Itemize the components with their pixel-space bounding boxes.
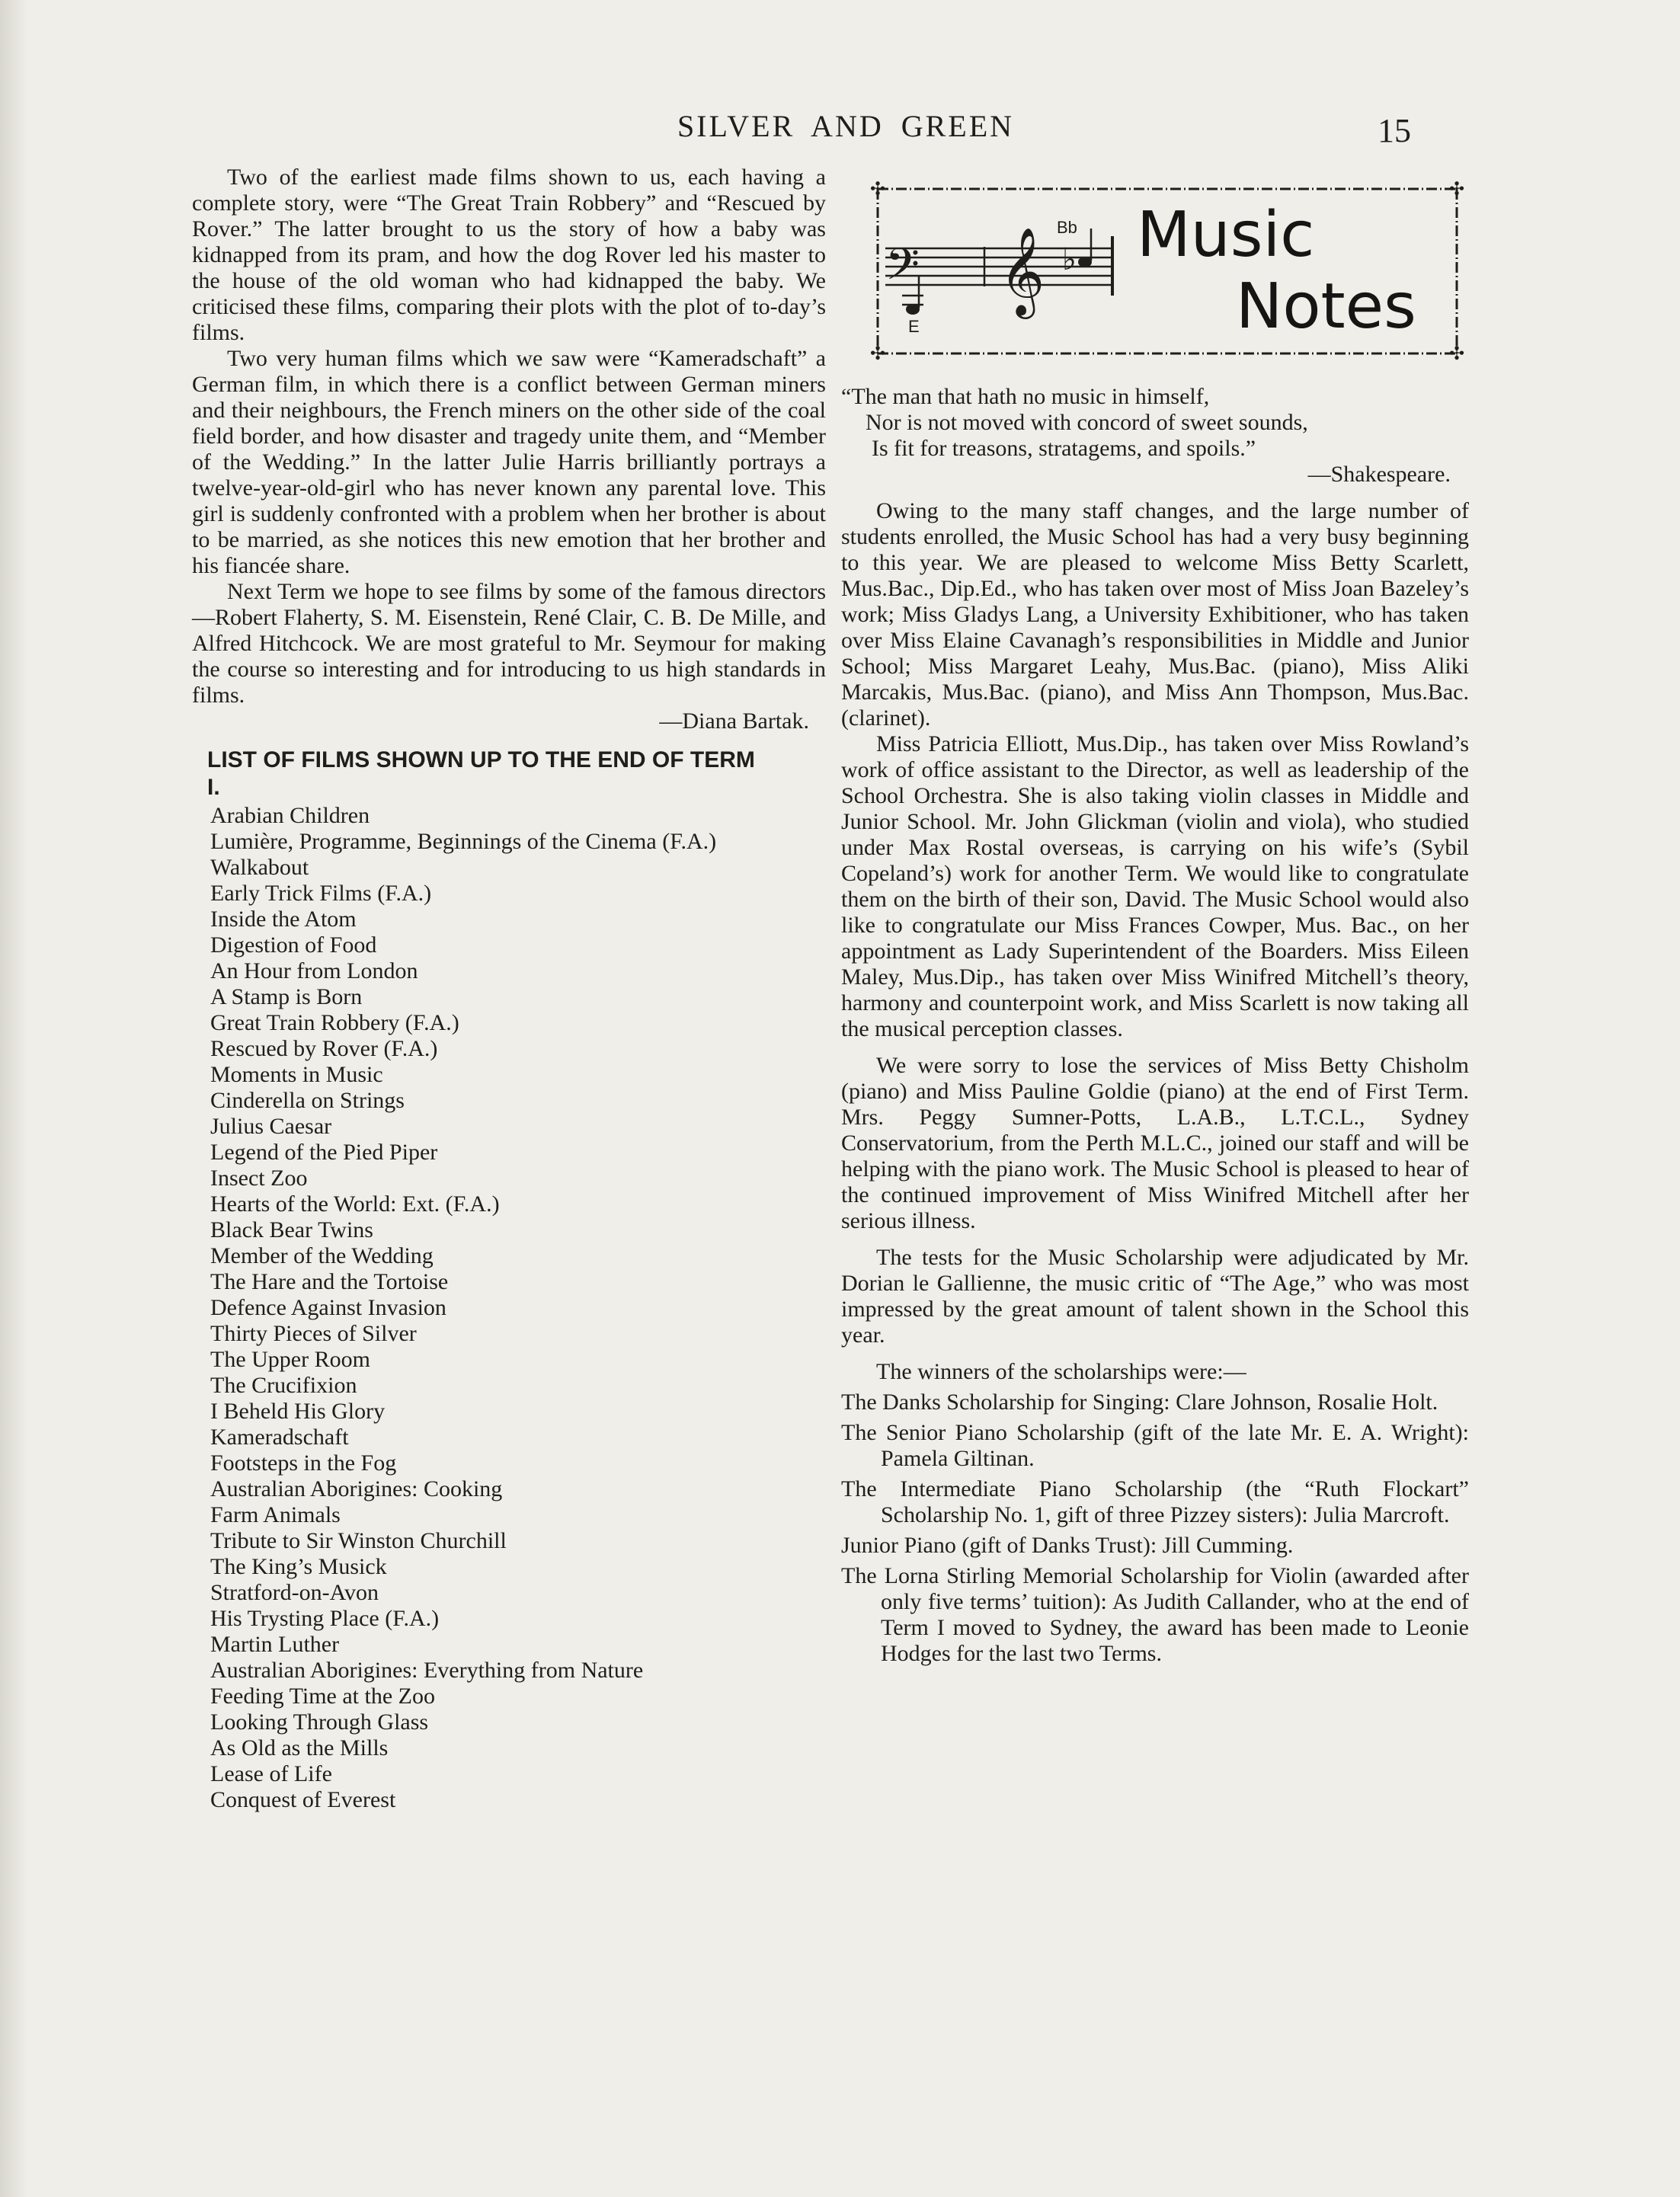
film-list-item: Black Bear Twins (210, 1217, 373, 1242)
right-column (841, 379, 1469, 1667)
quote-line-2: Nor is not moved with concord of sweet sounds, (866, 410, 1308, 435)
film-list-item: The King’s Musick (210, 1554, 387, 1579)
film-list-item: I Beheld His Glory (210, 1399, 386, 1424)
left-column (192, 165, 826, 1813)
svg-text:✣: ✣ (870, 181, 886, 200)
film-list-item: Arabian Children (210, 803, 370, 828)
music-notes-banner (870, 181, 1464, 361)
running-header: SILVER AND GREEN (677, 109, 1015, 143)
film-list (192, 803, 826, 1813)
film-list-item: Thirty Pieces of Silver (210, 1321, 417, 1346)
film-list-item: Early Trick Films (F.A.) (210, 881, 432, 906)
film-list-item: Legend of the Pied Piper (210, 1140, 438, 1165)
film-list-item: Defence Against Invasion (210, 1295, 446, 1320)
scholarship-winner: Junior Piano (gift of Danks Trust): Jill Cumming. (841, 1533, 1294, 1558)
winners-intro: The winners of the scholarships were:— (876, 1359, 1246, 1384)
film-list-item: Rescued by Rover (F.A.) (210, 1036, 438, 1061)
film-list-item: Insect Zoo (210, 1166, 308, 1191)
film-list-item: Australian Aborigines: Everything from Nature (210, 1658, 644, 1683)
film-list-item: Moments in Music (210, 1062, 383, 1087)
note-e-icon (906, 304, 920, 315)
quote-line-3: Is fit for treasons, stratagems, and spoils.” (872, 436, 1256, 461)
film-list-item: Kameradschaft (210, 1425, 349, 1450)
svg-text:✣: ✣ (870, 343, 886, 361)
music-paragraph-1: Owing to the many staff changes, and the large number of students enrolled, the Music School has had a very busy beginning to this year. We are pleased to welcome Miss Betty Scarlett, Mus.Bac., Dip.Ed., who has taken over most of Miss Joan Bazeley’s work; Miss Gladys Lang, a University Exhibitioner, who has taken over Miss Elaine Cavanagh’s responsibilities in Middle and Junior School; Miss Margaret Leahy, Mus.Bac. (piano), Miss Aliki Marcakis, Mus.Bac. (piano), and Miss Ann Thompson, Mus.Bac. (clarinet). (841, 498, 1469, 731)
film-list-item: Stratford-on-Avon (210, 1580, 379, 1605)
music-paragraph-4: The tests for the Music Scholarship were adjudicated by Mr. Dorian le Gallienne, the music critic of “The Age,” who was most impressed by the great amount of talent shown in the School this year. (841, 1245, 1469, 1348)
quote-line-1: “The man that hath no music in himself, (841, 384, 1210, 409)
film-paragraph-3: Next Term we hope to see films by some of the famous directors—Robert Flaherty, S. M. Eisenstein, René Clair, C. B. De Mille, and Alfred Hitchcock. We are most grateful to Mr. Seymour for making the course so interesting and for introducing to us high standards in films. (192, 579, 826, 708)
film-list-item: Lease of Life (210, 1761, 332, 1786)
film-list-item: Tribute to Sir Winston Churchill (210, 1528, 507, 1553)
film-list-item: His Trysting Place (F.A.) (210, 1606, 440, 1631)
film-signature: —Diana Bartak. (659, 708, 809, 734)
shakespeare-quote (841, 384, 1469, 488)
film-list-item: Julius Caesar (210, 1114, 332, 1139)
film-paragraph-2: Two very human films which we saw were “Kameradschaft” a German film, in which there is a conflict between German miners and their neighbours, the French miners on the other side of the coal field border, and how disaster and tragedy unite them, and “Member of the Wedding.” In the latter Julie Harris brilliantly portrays a twelve-year-old-girl who has never known any parental love. This girl is suddenly confronted with a problem when her brother is about to be married, as she notices this new emotion that her brother and his fiancée share. (192, 346, 826, 578)
note-label-bb: Bb (1057, 218, 1077, 237)
svg-text:♭: ♭ (1062, 242, 1077, 277)
svg-text:✣: ✣ (1448, 343, 1464, 361)
film-list-item: Digestion of Food (210, 932, 377, 958)
page-number: 15 (1378, 112, 1411, 149)
winners-list (841, 1390, 1469, 1667)
music-paragraph-2: Miss Patricia Elliott, Mus.Dip., has taken over Miss Rowland’s work of office assistant to the Director, as well as leadership of the School Orchestra. She is also taking violin classes in Middle and Junior School. Mr. John Glickman (violin and viola), who studied under Max Rostal overseas, is carrying on his wife’s (Sybil Copeland’s) work for another Term. We would like to congratulate them on the birth of their son, David. The Music School would also like to congratulate our Miss Frances Cowper, Mus. Bac., on her appointment as Lady Superintendent of the Boarders. Miss Eileen Maley, Mus.Dip., has taken over Miss Winifred Mitchell’s theory, harmony and counterpoint work, and Miss Scarlett is now taking all the musical perception classes. (841, 731, 1469, 1041)
film-list-item: Australian Aborigines: Cooking (210, 1476, 503, 1501)
music-title-line2: Notes (1236, 270, 1416, 343)
film-list-item: As Old as the Mills (210, 1735, 389, 1760)
film-list-item: The Upper Room (210, 1347, 370, 1372)
treble-clef-icon: 𝄞 (1000, 226, 1045, 315)
film-list-item: Footsteps in the Fog (210, 1450, 397, 1476)
film-list-item: Looking Through Glass (210, 1709, 429, 1735)
film-list-item: Cinderella on Strings (210, 1088, 405, 1113)
film-list-item: Conquest of Everest (210, 1787, 396, 1812)
bass-clef-icon: 𝄢 (885, 238, 920, 301)
film-list-item: The Crucifixion (210, 1373, 357, 1398)
film-list-item: Lumière, Programme, Beginnings of the Cinema (F.A.) (210, 829, 717, 854)
music-paragraph-3: We were sorry to lose the services of Miss Betty Chisholm (piano) and Miss Pauline Goldie (piano) at the end of First Term. Mrs. Peggy Sumner-Potts, L.A.B., L.T.C.L., Sydney Conservatorium, from the Perth M.L.C., joined our staff and will be helping with the piano work. The Music School is pleased to hear of the continued improvement of Miss Winifred Mitchell after her serious illness. (841, 1053, 1469, 1233)
scholarship-winner: The Danks Scholarship for Singing: Clare Johnson, Rosalie Holt. (841, 1390, 1438, 1415)
film-list-item: An Hour from London (210, 958, 418, 983)
film-list-item: Farm Animals (210, 1502, 341, 1527)
film-list-item: A Stamp is Born (210, 984, 363, 1009)
note-label-e: E (908, 317, 920, 336)
film-list-item: Walkabout (210, 855, 309, 880)
film-list-item: Member of the Wedding (210, 1243, 434, 1268)
film-paragraph-1: Two of the earliest made films shown to us, each having a complete story, were “The Great Train Robbery” and “Rescued by Rover.” The latter brought to us the story of how a baby was kidnapped from its pram, and how the dog Rover led his master to the house of the old woman who had kidnapped the baby. We criticised these films, comparing their plots with the plot of to-day’s films. (192, 165, 826, 345)
film-list-item: Martin Luther (210, 1632, 340, 1657)
page-edge (0, 0, 27, 2197)
note-bb-icon (1078, 257, 1092, 267)
film-list-item: Great Train Robbery (F.A.) (210, 1010, 459, 1035)
music-title-line1: Music (1137, 199, 1315, 271)
film-list-item: Hearts of the World: Ext. (F.A.) (210, 1191, 500, 1217)
film-list-item: The Hare and the Tortoise (210, 1269, 449, 1294)
film-list-title: LIST OF FILMS SHOWN UP TO THE END OF TERM I. (207, 747, 755, 800)
scholarship-winner: The Intermediate Piano Scholarship (the “Ruth Flockart” Scholarship No. 1, gift of three Pizzey sisters): Julia Marcroft. (841, 1476, 1469, 1527)
scholarship-winner: The Lorna Stirling Memorial Scholarship for Violin (awarded after only five terms’ tuition): As Judith Callander, who at the end of Term I moved to Sydney, the award has been made to Leonie Hodges for the last two Terms. (841, 1563, 1469, 1666)
quote-attribution: —Shakespeare. (1307, 462, 1451, 487)
scholarship-winner: The Senior Piano Scholarship (gift of the late Mr. E. A. Wright): Pamela Giltinan. (841, 1420, 1469, 1471)
film-list-item: Feeding Time at the Zoo (210, 1684, 435, 1709)
film-list-item: Inside the Atom (210, 907, 357, 932)
svg-text:✣: ✣ (1448, 181, 1464, 200)
